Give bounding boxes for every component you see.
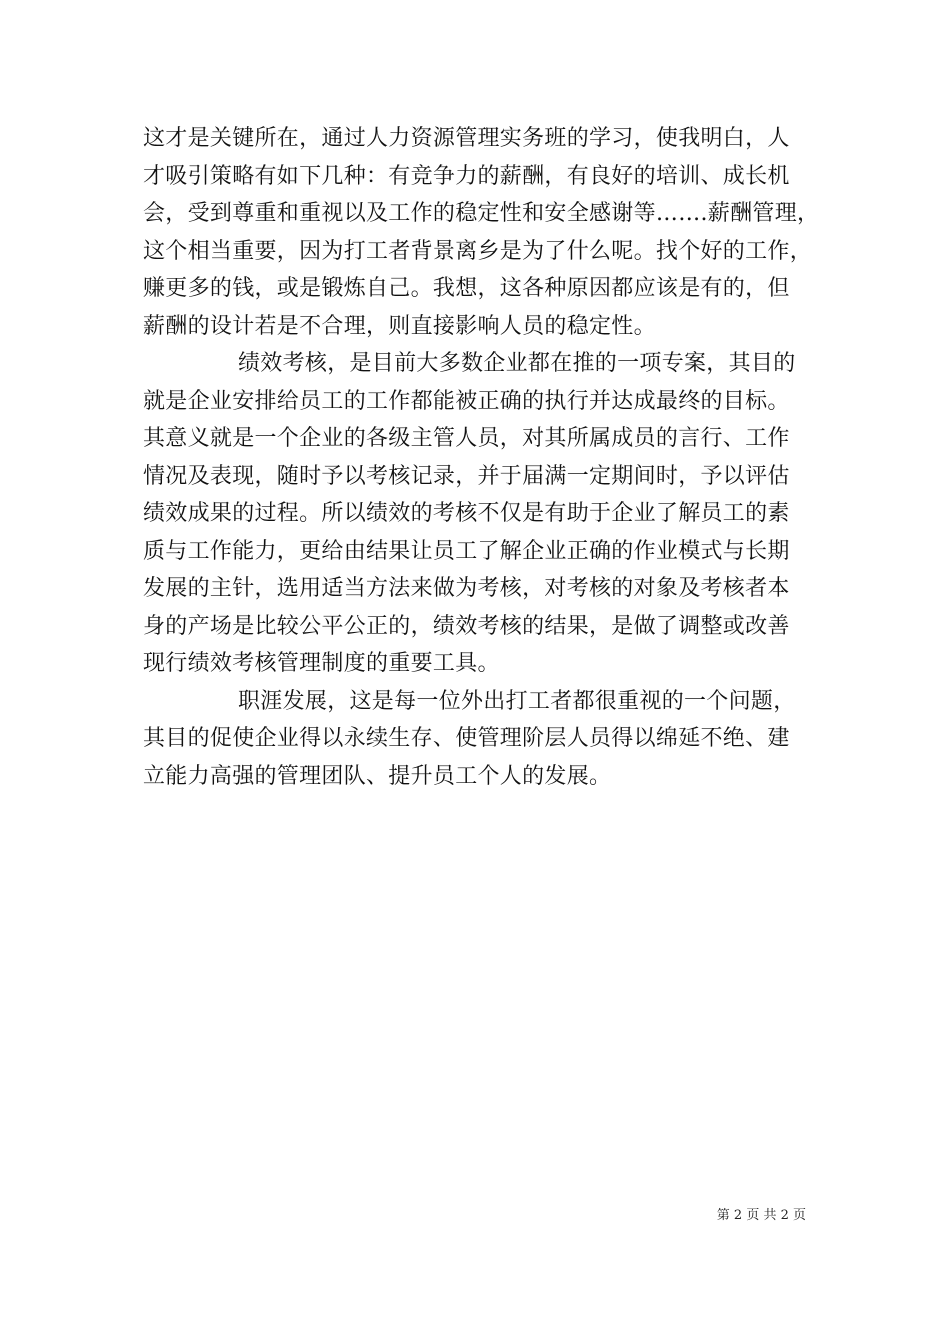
text-line: 绩效成果的过程。所以绩效的考核不仅是有助于企业了解员工的素 — [143, 501, 790, 526]
page-number-footer: 第 2 页 共 2 页 — [716, 1208, 806, 1223]
paragraph-performance — [143, 345, 808, 683]
text-line: 薪酬的设计若是不合理，则直接影响人员的稳定性。 — [143, 313, 656, 339]
body-text — [143, 120, 820, 795]
text-line: 发展的主针，选用适当方法来做为考核，对考核的对象及考核者本 — [143, 576, 790, 601]
text-line: 现行绩效考核管理制度的重要工具。 — [143, 651, 500, 676]
text-line: 这才是关键所在，通过人力资源管理实务班的学习，使我明白，人 — [143, 126, 790, 151]
text-line: 其目的促使企业得以永续生存、使管理阶层人员得以绵延不绝、建 — [143, 726, 790, 751]
paragraph-career — [143, 683, 808, 796]
text-line: 就是企业安排给员工的工作都能被正确的执行并达成最终的目标。 — [143, 388, 790, 414]
text-line: 会，受到尊重和重视以及工作的稳定性和安全感谢等…….薪酬管理， — [143, 201, 820, 226]
text-line: 情况及表现，随时予以考核记录，并于届满一定期间时，予以评估 — [143, 463, 790, 489]
text-line: 职涯发展，这是每一位外出打工者都很重视的一个问题， — [238, 688, 796, 714]
text-line: 身的产场是比较公平公正的，绩效考核的结果，是做了调整或改善 — [143, 613, 790, 639]
text-line: 其意义就是一个企业的各级主管人员，对其所属成员的言行、工作 — [143, 426, 790, 451]
text-line: 立能力高强的管理团队、提升员工个人的发展。 — [143, 763, 612, 789]
text-line: 绩效考核，是目前大多数企业都在推的一项专案，其目的 — [238, 351, 796, 376]
text-line: 质与工作能力，更给由结果让员工了解企业正确的作业模式与长期 — [143, 538, 790, 564]
paragraph-salary — [143, 120, 820, 345]
text-line: 赚更多的钱，或是锻炼自己。我想，这各种原因都应该是有的，但 — [143, 276, 790, 301]
text-line: 才吸引策略有如下几种：有竞争力的薪酬，有良好的培训、成长机 — [143, 163, 790, 189]
text-line: 这个相当重要，因为打工者背景离乡是为了什么呢。找个好的工作， — [143, 238, 813, 264]
